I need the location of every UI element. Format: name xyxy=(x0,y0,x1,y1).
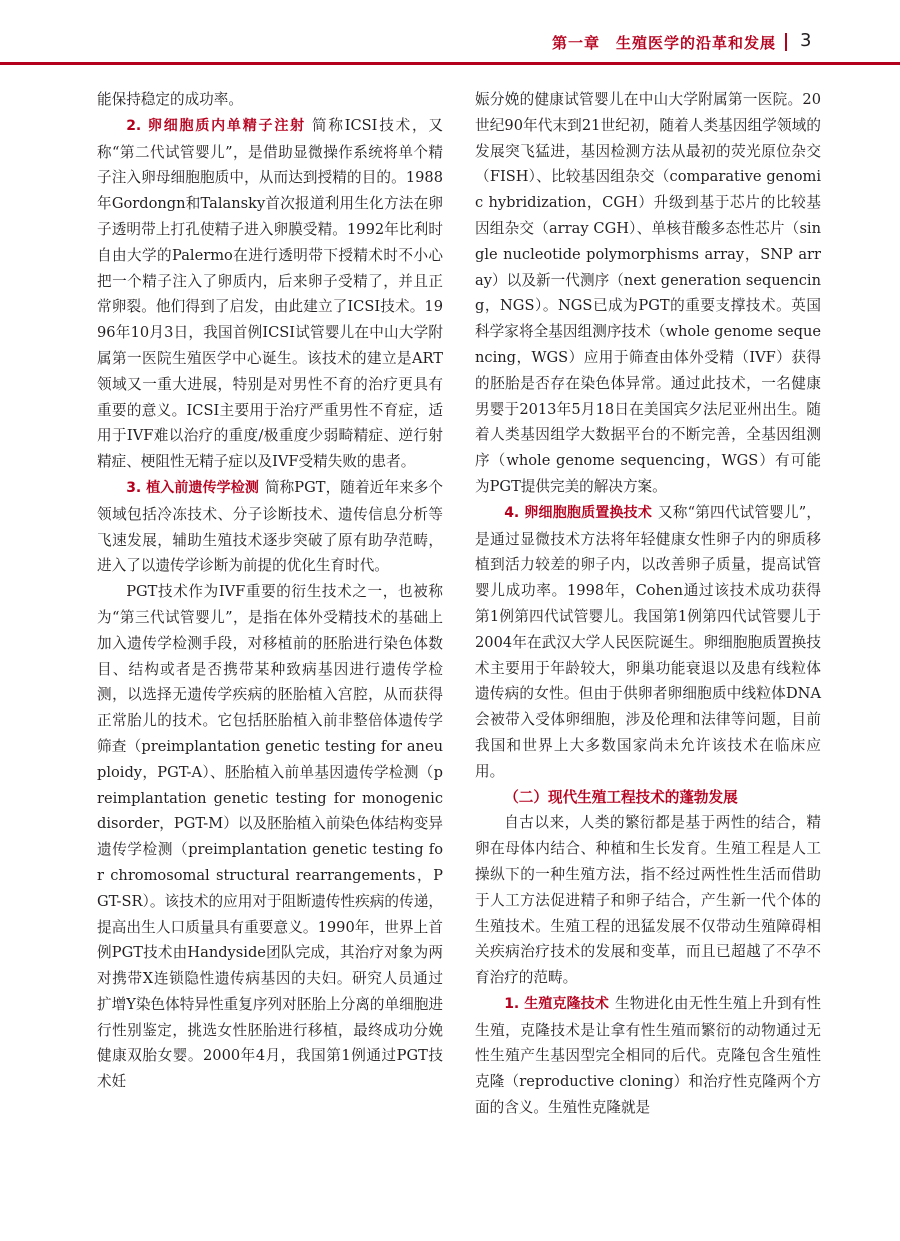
paragraph-section-intro: 自古以来，人类的繁衍都是基于两性的结合，精卵在母体内结合、种植和生长发育。生殖工程是人工操纵下的一种生殖方法，指不经过两性性生活而借助于人工方法促进精子和卵子结合，产生新一代个体的生殖技术。生殖工程的迅猛发展不仅带动生殖障碍相关疾病治疗技术的发展和变革，而且已超越了不孕不育治疗的范畴。 xyxy=(475,814,821,987)
section-heading: （二）现代生殖工程技术的蓬勃发展 xyxy=(504,788,738,806)
paragraph-pgt-detail: PGT技术作为IVF重要的衍生技术之一，也被称为“第三代试管婴儿”，是指在体外受精技术的基础上加入遗传学检测手段，对移植前的胚胎进行染色体数目、结构或者是否携带某种致病基因进行遗传学检测，以选择无遗传学疾病的胚胎植入宫腔，从而获得正常胎儿的技术。它包括胚胎植入前非整倍体遗传学筛查（preimplantation genetic testing for aneuploidy，PGT-A）、胚胎植入前单基因遗传学检测（preimplantation genetic testing for monogenic disorder，PGT-M）以及胚胎植入前染色体结构变异遗传学检测（preimplantation genetic testing for chromosomal structural rearrangements，PGT-SR）。该技术的应用对于阻断遗传性疾病的传递，提高出生人口质量具有重要意义。1990年，世界上首例PGT技术由Handyside团队完成，其治疗对象为两对携带X连锁隐性遗传病基因的夫妇。研究人员通过扩增Y染色体特异性重复序列对胚胎上分离的单细胞进行性别鉴定，挑选女性胚胎进行移植，最终成功分娩健康双胎女婴。2000年4月，我国第1例通过PGT技术妊 xyxy=(97,583,443,1091)
transfer-text: 又称“第四代试管婴儿”，是通过显微技术方法将年轻健康女性卵子内的卵质移植到活力较差的卵子内，以改善卵子质量，提高试管婴儿成功率。1998年，Cohen通过该技术成功获得第1例第四代试管婴儿。我国第1例第四代试管婴儿于2004年在武汉大学人民医院诞生。卵细胞胞质置换技术主要用于年龄较大，卵巢功能衰退以及患有线粒体遗传病的女性。但由于供卵者卵细胞质中线粒体DNA会被带入受体卵细胞，涉及伦理和法律等问题，目前我国和世界上大多数国家尚未允许该技术在临床应用。 xyxy=(475,503,821,780)
paragraph-cytoplasm-transfer xyxy=(475,500,821,785)
pgt-heading: 3. 植入前遗传学检测 xyxy=(126,479,259,496)
cloning-heading: 1. 生殖克隆技术 xyxy=(504,995,610,1012)
pgt-text: 简称PGT，随着近年来多个领域包括冷冻技术、分子诊断技术、遗传信息分析等飞速发展，辅助生殖技术逐步突破了原有助孕范畴，进入了以遗传学诊断为前提的优化生育时代。 xyxy=(97,478,443,575)
header-rule xyxy=(0,62,900,65)
paragraph-continuation: 能保持稳定的成功率。 xyxy=(97,91,243,108)
page-number: 3 xyxy=(800,30,812,51)
cloning-text: 生物进化由无性生殖上升到有性生殖，克隆技术是让拿有性生殖而繁衍的动物通过无性生殖产生基因型完全相同的后代。克隆包含生殖性克隆（reproductive cloning）和治疗性克隆两个方面的含义。生殖性克隆就是 xyxy=(475,994,821,1117)
paragraph-icsi xyxy=(97,113,443,475)
icsi-heading: 2. 卵细胞质内单精子注射 xyxy=(126,117,306,134)
paragraph-cloning xyxy=(475,991,821,1121)
left-column xyxy=(97,87,443,1095)
chapter-title: 第一章 生殖医学的沿革和发展 xyxy=(551,34,776,52)
paragraph-continuation-right: 娠分娩的健康试管婴儿在中山大学附属第一医院。20世纪90年代末到21世纪初，随着人类基因组学领域的发展突飞猛进，基因检测方法从最初的荧光原位杂交（FISH）、比较基因组杂交（comparative genomic hybridization，CGH）升级到基于芯片的比较基因组杂交（array CGH）、单核苷酸多态性芯片（single nucleotide polymorphisms array，SNP array）以及新一代测序（next generation sequencing，NGS）。NGS已成为PGT的重要支撑技术。英国科学家将全基因组测序技术（whole genome sequencing，WGS）应用于筛查由体外受精（IVF）获得的胚胎是否存在染色体异常。通过此技术，一名健康男婴于2013年5月18日在美国宾夕法尼亚州出生。随着人类基因组学大数据平台的不断完善，全基因组测序（whole genome sequencing，WGS）有可能为PGT提供完美的解决方案。 xyxy=(475,91,821,495)
right-column xyxy=(475,87,821,1121)
icsi-text: 简称ICSI技术，又称“第二代试管婴儿”，是借助显微操作系统将单个精子注入卵母细胞胞质中，从而达到授精的目的。1988年Gordongn和Talansky首次报道利用生化方法在卵子透明带上打孔使精子进入卵膜受精。1992年比利时自由大学的Palermo在进行透明带下授精术时不小心把一个精子注入了卵质内，后来卵子受精了，并且正常卵裂。他们得到了启发，由此建立了ICSI技术。1996年10月3日，我国首例ICSI试管婴儿在中山大学附属第一医院生殖医学中心诞生。该技术的建立是ART领域又一重大进展，特别是对男性不育的治疗更具有重要的意义。ICSI主要用于治疗严重男性不育症，适用于IVF难以治疗的重度/极重度少弱畸精症、逆行射精症、梗阻性无精子症以及IVF受精失败的患者。 xyxy=(97,116,443,471)
page-header xyxy=(0,0,900,64)
paragraph-pgt xyxy=(97,475,443,579)
transfer-heading: 4. 卵细胞胞质置换技术 xyxy=(504,504,653,521)
header-separator xyxy=(785,33,787,51)
